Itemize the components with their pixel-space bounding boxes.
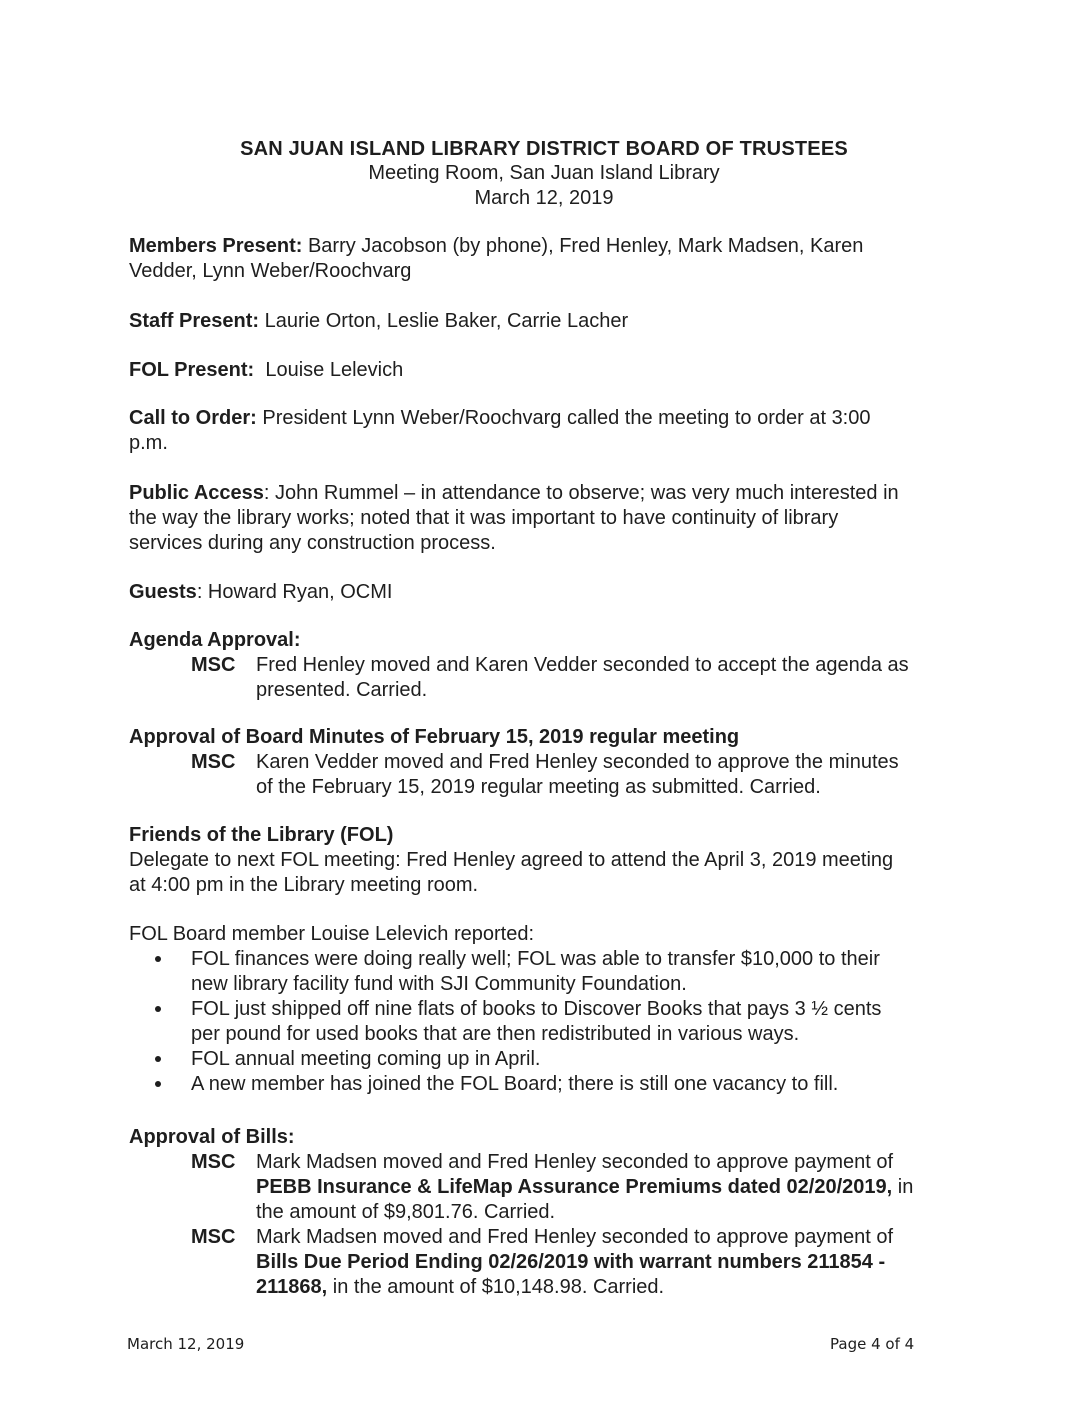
call-to-order-label: Call to Order: <box>129 407 257 429</box>
public-access-text-3: services during any construction process. <box>129 532 496 554</box>
members-present-text-1: Barry Jacobson (by phone), Fred Henley, Mark Madsen, Karen <box>302 235 864 257</box>
fol-report-intro: FOL Board member Louise Lelevich reported: <box>129 923 535 945</box>
call-to-order-text-1: President Lynn Weber/Roochvarg called the meeting to order at 3:00 <box>256 407 871 429</box>
bills-approval-section <box>129 1125 959 1300</box>
bullet-icon <box>155 1006 161 1012</box>
msc-label: MSC <box>191 1151 236 1173</box>
call-to-order-section <box>129 406 959 456</box>
agenda-motion-text-1: Fred Henley moved and Karen Vedder seconded to accept the agenda as <box>256 654 909 676</box>
guests-text: : Howard Ryan, OCMI <box>196 581 393 603</box>
list-item <box>129 1047 959 1072</box>
fol-heading: Friends of the Library (FOL) <box>129 824 394 846</box>
members-present-label: Members Present: <box>129 235 303 257</box>
bullet-icon <box>155 956 161 962</box>
list-item <box>129 947 959 997</box>
meeting-location: Meeting Room, San Juan Island Library <box>368 162 720 184</box>
bills-motion-2-bold-2: 211868, <box>256 1276 328 1298</box>
bills-motion-2-text-1: Mark Madsen moved and Fred Henley seconded to approve payment of <box>256 1226 894 1248</box>
bullet-icon <box>155 1081 161 1087</box>
minutes-motion-text-2: of the February 15, 2019 regular meeting as submitted. Carried. <box>256 776 821 798</box>
staff-present-text: Laurie Orton, Leslie Baker, Carrie Lacher <box>259 310 629 332</box>
list-item <box>129 1072 959 1097</box>
agenda-approval-section <box>129 628 959 703</box>
public-access-section <box>129 481 959 556</box>
members-present-text-2: Vedder, Lynn Weber/Roochvarg <box>129 260 412 282</box>
msc-label: MSC <box>191 654 236 676</box>
public-access-text-1: : John Rummel – in attendance to observe; was very much interested in <box>263 482 899 504</box>
msc-label: MSC <box>191 1226 236 1248</box>
board-title: SAN JUAN ISLAND LIBRARY DISTRICT BOARD OF TRUSTEES <box>240 138 848 160</box>
guests-section <box>129 580 959 605</box>
fol-present-text: Louise Lelevich <box>254 359 404 381</box>
bills-approval-heading: Approval of Bills: <box>129 1126 295 1148</box>
public-access-label: Public Access <box>129 482 264 504</box>
minutes-motion <box>129 750 959 800</box>
public-access-text-2: the way the library works; noted that it was important to have continuity of library <box>129 507 839 529</box>
agenda-approval-heading: Agenda Approval: <box>129 629 301 651</box>
list-item-text-1: FOL finances were doing really well; FOL was able to transfer $10,000 to their <box>191 948 880 970</box>
fol-present-label: FOL Present: <box>129 359 255 381</box>
footer-date: March 12, 2019 <box>127 1335 245 1353</box>
staff-present-label: Staff Present: <box>129 310 260 332</box>
bills-motion-1-bold: PEBB Insurance & LifeMap Assurance Premiums dated 02/20/2019, <box>256 1176 893 1198</box>
list-item-text-1: FOL annual meeting coming up in April. <box>191 1048 541 1070</box>
bullet-icon <box>155 1056 161 1062</box>
fol-present-section <box>129 358 959 383</box>
meeting-date: March 12, 2019 <box>474 187 614 209</box>
fol-delegate-text-1: Delegate to next FOL meeting: Fred Henley agreed to attend the April 3, 2019 meeting <box>129 849 894 871</box>
minutes-motion-text-1: Karen Vedder moved and Fred Henley seconded to approve the minutes <box>256 751 899 773</box>
bills-motion-2-rest: in the amount of $10,148.98. Carried. <box>327 1276 665 1298</box>
fol-report-section <box>129 922 959 1097</box>
call-to-order-text-2: p.m. <box>129 432 168 454</box>
bills-motion-1-line-2 <box>256 1175 959 1200</box>
bills-motion-1-text-1: Mark Madsen moved and Fred Henley seconded to approve payment of <box>256 1151 894 1173</box>
agenda-motion-text-2: presented. Carried. <box>256 679 428 701</box>
msc-label: MSC <box>191 751 236 773</box>
members-present-section <box>129 234 959 284</box>
agenda-motion <box>129 653 959 703</box>
list-item-text-2: new library facility fund with SJI Community Foundation. <box>191 973 687 995</box>
fol-section <box>129 823 959 898</box>
document-header <box>0 137 1088 211</box>
bills-motion-1-rest: in <box>892 1176 914 1198</box>
minutes-approval-section <box>129 725 959 800</box>
bills-motion-1 <box>129 1150 959 1225</box>
bills-motion-2-line-3 <box>256 1275 959 1300</box>
fol-report-list <box>129 947 959 1097</box>
bills-motion-1-text-3: the amount of $9,801.76. Carried. <box>256 1201 556 1223</box>
guests-label: Guests <box>129 581 197 603</box>
list-item-text-1: FOL just shipped off nine flats of books to Discover Books that pays 3 ½ cents <box>191 998 882 1020</box>
members-present-line1 <box>129 234 959 259</box>
list-item-text-2: per pound for used books that are then redistributed in various ways. <box>191 1023 800 1045</box>
bills-motion-2-bold-1: Bills Due Period Ending 02/26/2019 with warrant numbers 211854 - <box>256 1251 886 1273</box>
fol-delegate-text-2: at 4:00 pm in the Library meeting room. <box>129 874 479 896</box>
staff-present-section <box>129 309 959 334</box>
minutes-approval-heading: Approval of Board Minutes of February 15, 2019 regular meeting <box>129 726 740 748</box>
list-item-text-1: A new member has joined the FOL Board; there is still one vacancy to fill. <box>191 1073 839 1095</box>
list-item <box>129 997 959 1047</box>
footer-page-number: Page 4 of 4 <box>830 1335 915 1353</box>
bills-motion-2 <box>129 1225 959 1300</box>
